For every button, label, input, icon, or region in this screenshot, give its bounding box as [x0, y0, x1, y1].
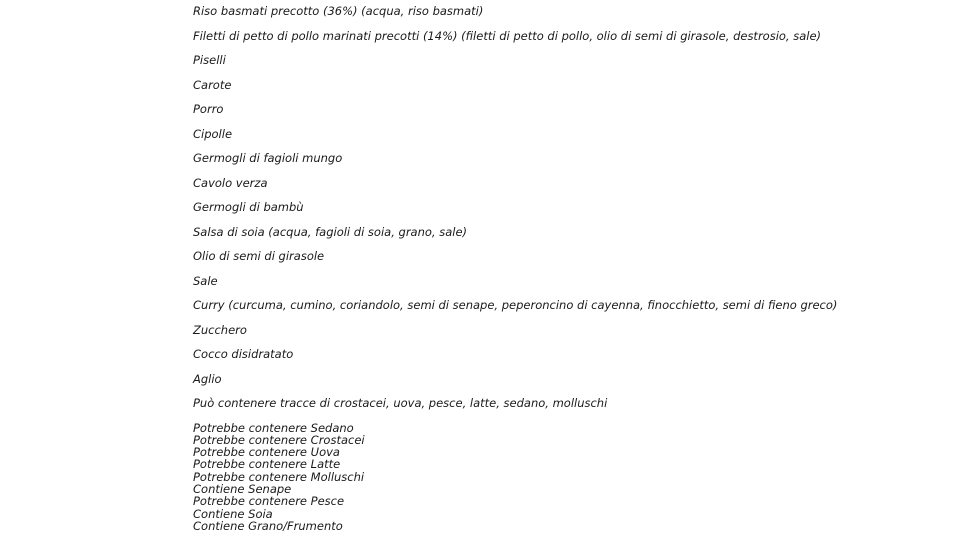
allergen-item: Potrebbe contenere Crostacei	[193, 432, 365, 447]
ingredients-document	[193, 3, 933, 532]
allergen-item: Potrebbe contenere Latte	[193, 457, 341, 472]
ingredient-item: Curry (curcuma, cumino, coriandolo, semi di senape, peperoncino di cayenna, finocchietto, semi di fieno greco)	[193, 298, 838, 312]
allergen-item: Potrebbe contenere Molluschi	[193, 469, 365, 484]
allergen-item: Potrebbe contenere Uova	[193, 445, 340, 460]
ingredient-item: Porro	[193, 102, 224, 116]
ingredient-item: Cavolo verza	[193, 175, 268, 190]
allergen-item: Potrebbe contenere Pesce	[193, 494, 345, 509]
ingredient-item: Filetti di petto di pollo marinati precotti (14%) (filetti di petto di pollo, olio di semi di girasole, destrosio, sale)	[193, 28, 822, 43]
ingredient-item: Germogli di bambù	[193, 200, 304, 214]
allergen-item: Contiene Soia	[193, 506, 273, 521]
ingredient-item: Olio di semi di girasole	[193, 249, 325, 263]
allergen-list	[193, 422, 933, 533]
ingredient-item: Cocco disidratato	[193, 347, 294, 361]
ingredient-item: Zucchero	[193, 322, 247, 337]
allergen-item: Contiene Senape	[193, 481, 292, 496]
allergen-item: Contiene Grano/Frumento	[193, 518, 343, 533]
traces-warning: Può contenere tracce di crostacei, uova, pesce, latte, sedano, molluschi	[193, 396, 608, 410]
ingredient-item: Aglio	[193, 371, 222, 386]
ingredient-item: Riso basmati precotto (36%) (acqua, riso basmati)	[193, 4, 484, 18]
ingredient-item: Cipolle	[193, 126, 233, 141]
ingredient-item: Salsa di soia (acqua, fagioli di soia, grano, sale)	[193, 224, 468, 239]
ingredient-item: Sale	[193, 273, 218, 288]
ingredient-item: Germogli di fagioli mungo	[193, 151, 343, 165]
ingredient-item: Carote	[193, 77, 232, 92]
ingredient-list	[193, 3, 933, 420]
ingredient-item: Piselli	[193, 53, 226, 67]
allergen-item: Potrebbe contenere Sedano	[193, 420, 354, 435]
